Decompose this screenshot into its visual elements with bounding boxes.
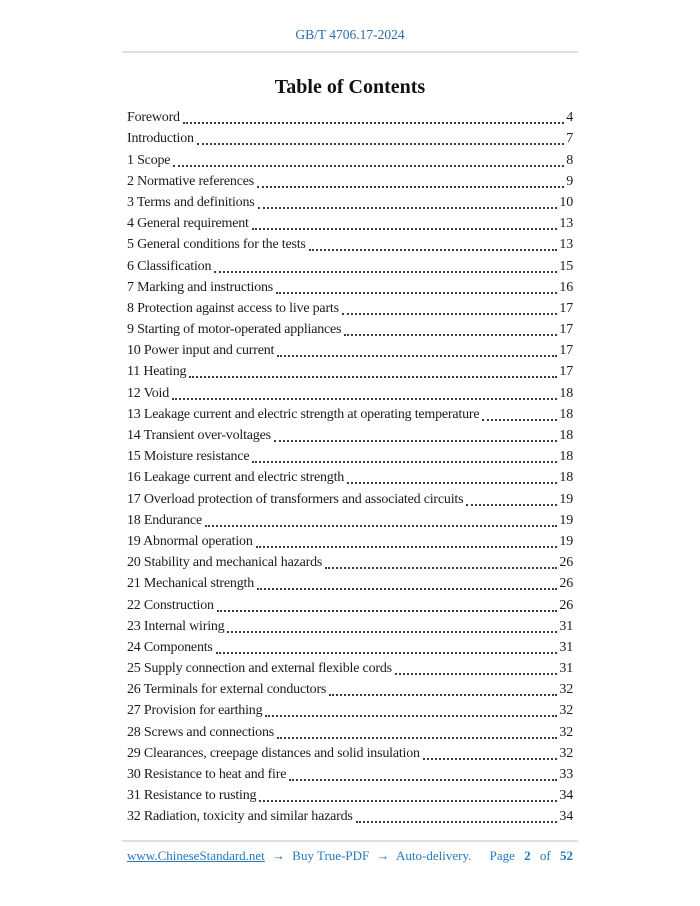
toc-leader-dots xyxy=(259,800,557,802)
toc-entry xyxy=(127,298,573,319)
toc-page-number: 18 xyxy=(559,406,573,422)
toc-entry xyxy=(127,594,573,615)
footer-website-link[interactable]: www.ChineseStandard.net xyxy=(127,848,265,863)
toc-entry-label: 29 Clearances, creepage distances and solid insulation xyxy=(127,745,420,761)
toc-entry xyxy=(127,149,573,170)
toc-page-number: 17 xyxy=(559,364,573,380)
toc-page-number: 17 xyxy=(559,300,573,316)
toc-leader-dots xyxy=(276,292,557,294)
toc-page-number: 26 xyxy=(559,597,573,613)
toc-leader-dots xyxy=(356,821,558,823)
toc-entry xyxy=(127,382,573,403)
toc-page-number: 18 xyxy=(559,385,573,401)
toc-entry-label: 18 Endurance xyxy=(127,512,202,528)
toc-entry-label: 24 Components xyxy=(127,639,213,655)
footer xyxy=(127,848,573,864)
toc-entry xyxy=(127,658,573,679)
toc-page-number: 19 xyxy=(559,512,573,528)
footer-promo xyxy=(127,848,475,864)
toc-entry-label: 3 Terms and definitions xyxy=(127,194,255,210)
footer-rule xyxy=(122,840,578,864)
toc-leader-dots xyxy=(217,610,558,612)
toc-leader-dots xyxy=(183,122,564,124)
toc-leader-dots xyxy=(347,482,557,484)
toc-entry xyxy=(127,764,573,785)
toc-entry xyxy=(127,277,573,298)
toc-entry xyxy=(127,213,573,234)
toc-page-number: 9 xyxy=(566,173,573,189)
toc-entry xyxy=(127,192,573,213)
toc-leader-dots xyxy=(173,165,564,167)
toc-entry-label: 22 Construction xyxy=(127,597,214,613)
toc-entry xyxy=(127,340,573,361)
toc-leader-dots xyxy=(258,207,558,209)
toc-entry-label: 23 Internal wiring xyxy=(127,618,225,634)
toc-page-number: 8 xyxy=(566,152,573,168)
toc-page-number: 4 xyxy=(566,110,573,126)
toc-entry-label: 14 Transient over-voltages xyxy=(127,428,271,443)
toc-leader-dots xyxy=(395,673,558,675)
toc-entry-label: 8 Protection against access to live parts xyxy=(127,300,339,316)
toc-leader-dots xyxy=(227,631,557,633)
toc-leader-dots xyxy=(256,546,558,548)
toc-leader-dots xyxy=(277,355,557,357)
toc-page-number: 33 xyxy=(559,767,573,782)
toc-page-number: 32 xyxy=(559,682,573,698)
toc-page-number: 26 xyxy=(559,555,573,571)
toc-entry xyxy=(127,404,573,425)
toc-entry xyxy=(127,107,573,128)
toc-entry xyxy=(127,128,573,149)
toc-entry xyxy=(127,721,573,742)
toc-entry-label: 26 Terminals for external conductors xyxy=(127,682,327,698)
toc-leader-dots xyxy=(252,461,557,463)
toc-entry-label: 19 Abnormal operation xyxy=(127,533,253,549)
toc-leader-dots xyxy=(423,758,558,760)
toc-entry-label: 32 Radiation, toxicity and similar hazards xyxy=(127,809,353,825)
toc-entry xyxy=(127,743,573,764)
toc-entry xyxy=(127,319,573,340)
page-indicator xyxy=(484,848,573,864)
toc-entry-label: 21 Mechanical strength xyxy=(127,576,255,592)
toc-leader-dots xyxy=(189,376,557,378)
footer-buy-text: Buy True-PDF xyxy=(292,848,370,863)
doc-number: GB/T 4706.17-2024 xyxy=(295,27,405,42)
toc-entry-label: 12 Void xyxy=(127,385,170,401)
toc-entry-label: 5 General conditions for the tests xyxy=(127,237,306,253)
toc-leader-dots xyxy=(309,249,558,251)
header-rule xyxy=(122,51,578,53)
toc-entry xyxy=(127,573,573,594)
toc-leader-dots xyxy=(466,504,557,506)
footer-delivery-text: Auto-delivery. xyxy=(396,848,472,863)
toc-leader-dots xyxy=(329,694,557,696)
toc-page-number: 34 xyxy=(559,809,573,825)
toc-page-number: 31 xyxy=(559,618,573,634)
page-total-number: 52 xyxy=(560,848,573,863)
toc-entry xyxy=(127,637,573,658)
toc-leader-dots xyxy=(344,334,557,336)
toc-entry xyxy=(127,361,573,382)
toc-page-number: 19 xyxy=(559,533,573,549)
toc-page-number: 32 xyxy=(559,703,573,719)
toc-entry xyxy=(127,488,573,509)
page-indicator-of-label: of xyxy=(539,848,551,863)
toc-entry-label: 27 Provision for earthing xyxy=(127,703,263,719)
arrow-right-icon: → xyxy=(376,848,390,863)
toc-leader-dots xyxy=(274,440,558,442)
toc-entry xyxy=(127,679,573,700)
toc-leader-dots xyxy=(214,271,557,273)
toc-entry-label: 7 Marking and instructions xyxy=(127,279,274,295)
toc-entry xyxy=(127,785,573,806)
toc-page-number: 18 xyxy=(559,470,573,486)
toc-leader-dots xyxy=(277,737,557,739)
toc-leader-dots xyxy=(482,419,557,421)
toc-entry-label: Foreword xyxy=(127,110,180,126)
toc-entry-label: 25 Supply connection and external flexible cords xyxy=(127,661,392,677)
page-title: Table of Contents xyxy=(274,76,426,98)
toc-page-number: 26 xyxy=(559,576,573,592)
toc-entry xyxy=(127,700,573,721)
toc-entry xyxy=(127,552,573,573)
toc-page-number: 15 xyxy=(559,258,573,274)
toc-page-number: 18 xyxy=(559,428,573,443)
toc-entry xyxy=(127,467,573,488)
toc-page-number: 17 xyxy=(559,322,573,338)
toc-entry-label: 20 Stability and mechanical hazards xyxy=(127,555,323,571)
toc-page-number: 31 xyxy=(559,639,573,655)
toc-entry xyxy=(127,425,573,446)
toc-entry-label: 11 Heating xyxy=(127,364,187,380)
toc-entry-label: 4 General requirement xyxy=(127,216,249,232)
toc-list xyxy=(127,107,573,827)
toc-leader-dots xyxy=(216,652,558,654)
toc-entry xyxy=(127,510,573,531)
toc-entry xyxy=(127,234,573,255)
toc-entry-label: 2 Normative references xyxy=(127,173,254,189)
toc-page-number: 32 xyxy=(559,724,573,740)
toc-leader-dots xyxy=(205,525,557,527)
toc-entry-label: 17 Overload protection of transformers and associated circuits xyxy=(127,491,464,507)
toc-entry-label: 16 Leakage current and electric strength xyxy=(127,470,345,486)
toc-leader-dots xyxy=(197,143,564,145)
toc-leader-dots xyxy=(257,588,557,590)
toc-page-number: 19 xyxy=(559,491,573,507)
toc-entry-label: 28 Screws and connections xyxy=(127,724,275,740)
toc-entry xyxy=(127,531,573,552)
toc-leader-dots xyxy=(257,186,564,188)
page-indicator-label: Page xyxy=(489,848,515,863)
toc-leader-dots xyxy=(252,228,558,230)
toc-page-number: 13 xyxy=(559,237,573,253)
toc-page-number: 16 xyxy=(559,279,573,295)
toc-entry xyxy=(127,616,573,637)
toc-entry-label: 6 Classification xyxy=(127,258,212,274)
toc-entry-label: 15 Moisture resistance xyxy=(127,449,250,465)
toc-entry-label: 30 Resistance to heat and fire xyxy=(127,767,287,782)
toc-page-number: 10 xyxy=(559,194,573,210)
toc-entry xyxy=(127,446,573,467)
toc-leader-dots xyxy=(342,313,558,315)
page-current-number: 2 xyxy=(524,848,531,863)
toc-entry-label: 9 Starting of motor-operated appliances xyxy=(127,322,342,338)
toc-entry-label: 31 Resistance to rusting xyxy=(127,788,257,804)
arrow-right-icon: → xyxy=(272,848,286,863)
toc-leader-dots xyxy=(172,398,557,400)
toc-entry xyxy=(127,806,573,827)
toc-leader-dots xyxy=(325,567,557,569)
toc-entry-label: 13 Leakage current and electric strength at operating temperature xyxy=(127,406,480,422)
toc-entry-label: Introduction xyxy=(127,131,194,147)
toc-entry-label: 1 Scope xyxy=(127,152,171,168)
toc-leader-dots xyxy=(289,779,557,781)
toc-entry-label: 10 Power input and current xyxy=(127,343,275,359)
toc-page-number: 18 xyxy=(559,449,573,465)
toc-page-number: 34 xyxy=(559,788,573,804)
toc-entry xyxy=(127,171,573,192)
toc-page-number: 17 xyxy=(559,343,573,359)
toc-leader-dots xyxy=(265,715,557,717)
toc-entry xyxy=(127,255,573,276)
toc-page-number: 31 xyxy=(559,661,573,677)
toc-page-number: 7 xyxy=(566,131,573,147)
toc-page-number: 13 xyxy=(559,216,573,232)
toc-page-number: 32 xyxy=(559,745,573,761)
